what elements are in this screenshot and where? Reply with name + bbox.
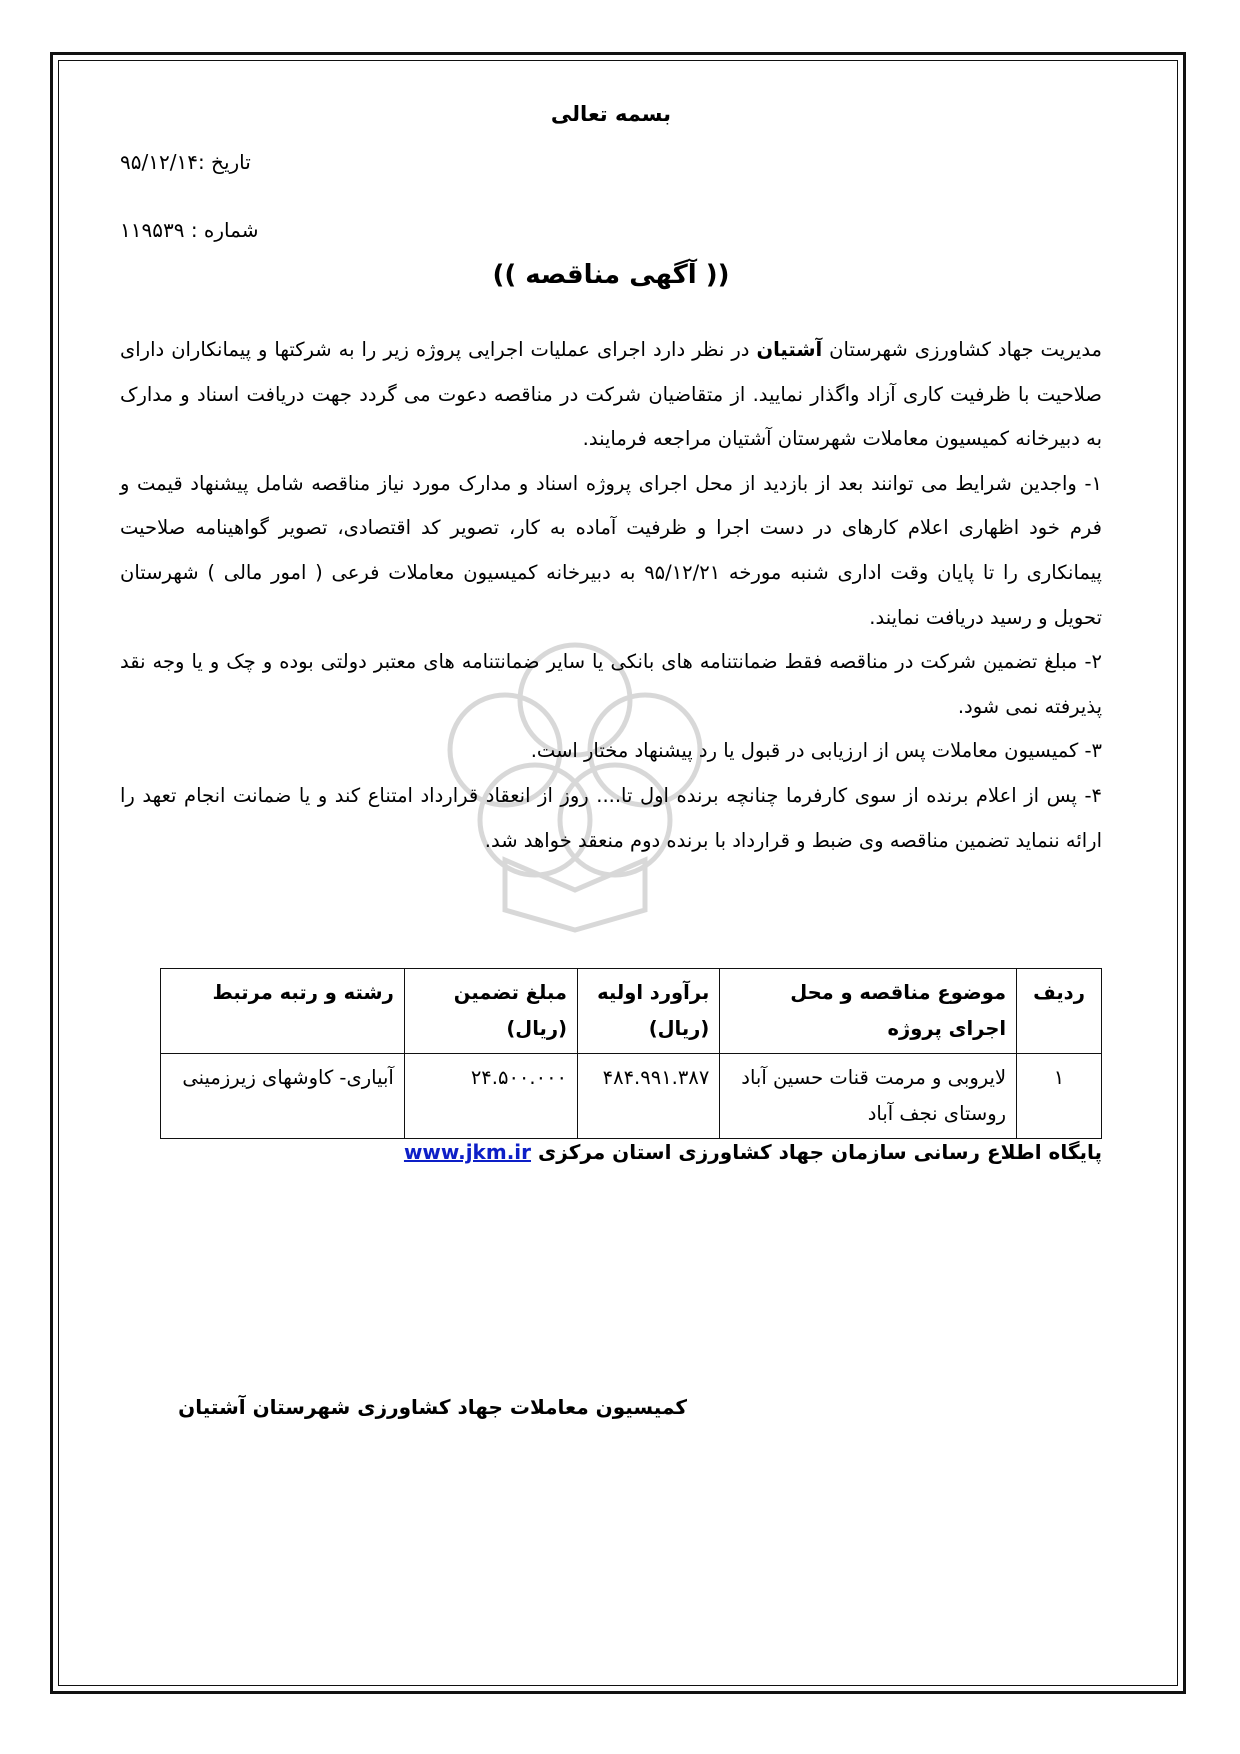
intro-bold: آشتیان: [756, 338, 823, 361]
number-value: ۱۱۹۵۳۹: [120, 218, 185, 242]
intro-post: در نظر دارد اجرای عملیات اجرایی پروژه زیر را به شرکتها و پیمانکاران دارای صلاحیت با ظرفیت کاری آزاد واگذار نمایید. از متقاضیان شرکت در مناقصه دعوت می گردد جهت دریافت اسناد و مدارک به دبیرخانه کمیسیون معاملات شهرستان آشتیان مراجعه فرمایند.: [120, 338, 1102, 451]
clause-1: ۱- واجدین شرایط می توانند بعد از بازدید از محل اجرای پروژه اسناد و مدارک مورد نیاز مناقصه شامل پیشنهاد قیمت و فرم خود اظهاری اعلام کارهای در دست اجرا و ظرفیت آماده به کار، تصویر کد اقتصادی، تصویر گواهینامه صلاحیت پیمانکاری را تا پایان وقت اداری شنبه مورخه ۹۵/۱۲/۲۱ به دبیرخانه کمیسیون معاملات فرعی ( امور مالی ) شهرستان تحویل و رسید دریافت نمایند.: [120, 471, 1102, 629]
header-field: رشته و رتبه مرتبط: [161, 969, 405, 1054]
table-header-row: [161, 969, 1102, 1054]
clause-3: ۳- کمیسیون معاملات پس از ارزیابی در قبول یا رد پیشنهاد مختار است.: [530, 739, 1102, 763]
portal-line: [404, 1140, 1102, 1164]
cell-estimate: ۴۸۴.۹۹۱.۳۸۷: [578, 1054, 720, 1139]
signature: کمیسیون معاملات جهاد کشاورزی شهرستان آشتیان: [178, 1395, 687, 1419]
doc-title: (( آگهی مناقصه )): [492, 260, 730, 290]
cell-subject: لایروبی و مرمت قنات حسین آباد روستای نجف آباد: [720, 1054, 1017, 1139]
date-line: [120, 150, 251, 174]
cell-field: آبیاری- کاوشهای زیرزمینی: [161, 1054, 405, 1139]
cell-row-number: ۱: [1017, 1054, 1102, 1139]
header-subject: موضوع مناقصه و محل اجرای پروژه: [720, 969, 1017, 1054]
body-text: [120, 328, 1102, 863]
date-label: تاریخ :: [197, 150, 251, 174]
intro-pre: مدیریت جهاد کشاورزی شهرستان: [822, 338, 1102, 361]
header-title: بسمه تعالی: [550, 102, 672, 126]
table-row: [161, 1054, 1102, 1139]
intro-paragraph: [120, 328, 1102, 462]
cell-guarantee: ۲۴.۵۰۰.۰۰۰: [404, 1054, 577, 1139]
tender-table: [160, 968, 1102, 1139]
header-estimate: برآورد اولیه (ریال): [578, 969, 720, 1054]
number-label: شماره :: [190, 218, 259, 242]
portal-text: پایگاه اطلاع رسانی سازمان جهاد کشاورزی استان مرکزی: [531, 1140, 1102, 1164]
clause-2: ۲- مبلغ تضمین شرکت در مناقصه فقط ضمانتنامه های بانکی یا سایر ضمانتنامه های معتبر دولتی بوده و چک و یا وجه نقد پذیرفته نمی شود.: [120, 650, 1102, 718]
header-guarantee: مبلغ تضمین (ریال): [404, 969, 577, 1054]
portal-link[interactable]: www.jkm.ir: [403, 1140, 532, 1164]
number-line: [120, 218, 258, 242]
header-row-number: ردیف: [1017, 969, 1102, 1054]
clause-4: ۴- پس از اعلام برنده از سوی کارفرما چنانچه برنده اول تا.... روز از انعقاد قرارداد امتناع کند و یا ضمانت انجام تعهد را ارائه ننماید تضمین مناقصه وی ضبط و قرارداد با برنده دوم منعقد خواهد شد.: [120, 783, 1102, 852]
document-page: [120, 60, 1102, 1680]
date-value: ۹۵/۱۲/۱۴: [120, 150, 198, 174]
